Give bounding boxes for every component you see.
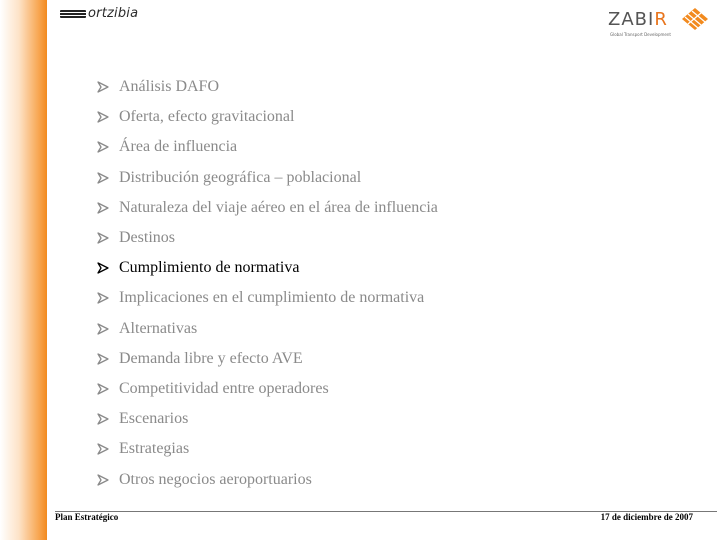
footer-title: Plan Estratégico [55,512,119,522]
agenda-item-label: Alternativas [119,319,198,337]
agenda-item-label: Naturaleza del viaje aéreo en el área de influencia [119,198,438,216]
arrow-bullet-icon [97,474,109,486]
arrow-bullet-icon [97,81,109,93]
agenda-item-label: Distribución geográfica – poblacional [119,168,362,186]
arrow-bullet-icon [97,232,109,244]
agenda-item [97,193,438,223]
zabir-logo-mark-icon [678,6,712,32]
agenda-item [97,464,438,494]
zabir-logo-text: ZABIR [608,9,668,30]
agenda-item-label: Destinos [119,229,175,247]
agenda-item [97,253,438,283]
arrow-bullet-icon [97,443,109,455]
arrow-bullet-icon [97,383,109,395]
left-accent-bar [0,0,47,540]
arrow-bullet-icon [97,353,109,365]
agenda-item-label: Competitividad entre operadores [119,379,329,397]
arrow-bullet-icon [97,323,109,335]
agenda-item-label: Área de influencia [119,138,238,156]
agenda-item [97,314,438,344]
arrow-bullet-icon [97,292,109,304]
agenda-list [97,72,438,495]
arrow-bullet-icon [97,202,109,214]
agenda-item [97,434,438,464]
agenda-item-label: Oferta, efecto gravitacional [119,108,295,126]
zabir-logo-tagline: Global Transport Development [610,32,671,37]
ortzibia-logo-text: ortzibia [88,6,139,21]
agenda-item-label: Cumplimiento de normativa [119,259,300,277]
zabir-logo [606,6,716,40]
agenda-item [97,223,438,253]
arrow-bullet-icon [97,172,109,184]
arrow-bullet-icon [97,413,109,425]
agenda-item [97,132,438,162]
arrow-bullet-icon [97,111,109,123]
agenda-item-label: Otros negocios aeroportuarios [119,470,312,488]
agenda-item [97,374,438,404]
ortzibia-logo [60,6,138,22]
agenda-item-label: Implicaciones en el cumplimiento de normativa [119,289,425,307]
agenda-item [97,72,438,102]
agenda-item [97,344,438,374]
ortzibia-logo-mark-icon [60,10,86,18]
agenda-item-label: Estrategias [119,440,190,458]
arrow-bullet-icon [97,141,109,153]
agenda-item-label: Escenarios [119,410,189,428]
agenda-item [97,163,438,193]
agenda-item [97,102,438,132]
agenda-item-label: Demanda libre y efecto AVE [119,349,303,367]
arrow-bullet-icon [97,262,109,274]
agenda-item-label: Análisis DAFO [119,78,220,96]
agenda-item [97,404,438,434]
agenda-item [97,283,438,313]
footer-date: 17 de diciembre de 2007 [600,512,693,522]
